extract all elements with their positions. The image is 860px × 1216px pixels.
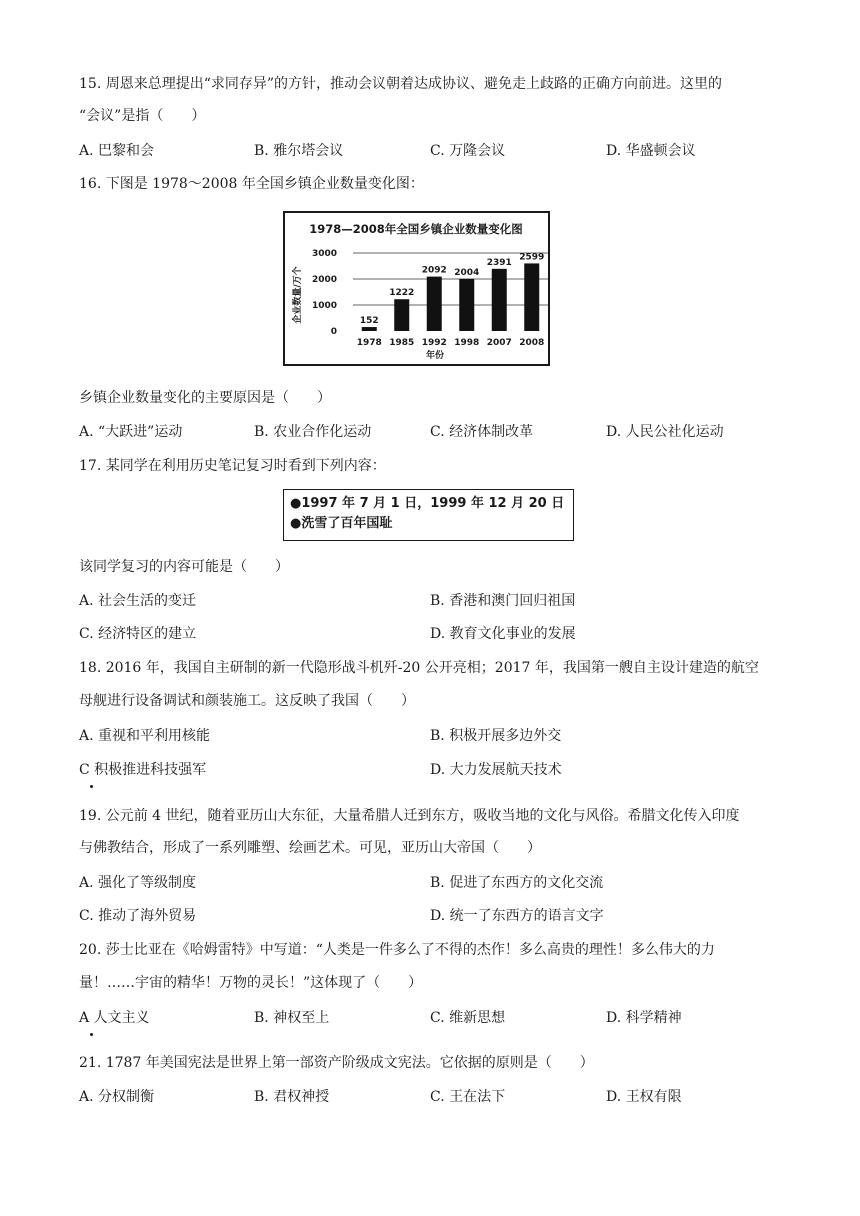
x-tick-label: 1992 <box>421 338 447 348</box>
q15-stem-line1: 15. 周恩来总理提出“求同存异”的方针，推动会议朝着达成协议、避免走上歧路的正确方向前进。这里的 <box>79 76 723 92</box>
q18-option-d[interactable]: D. 大力发展航天技术 <box>430 762 562 778</box>
q16-option-d[interactable]: D. 人民公社化运动 <box>606 424 724 440</box>
bar-value-label: 2004 <box>454 267 480 278</box>
chart-bar-2008 <box>524 263 539 331</box>
chart-bar-1978 <box>362 327 377 331</box>
bar-value-label: 1222 <box>389 288 415 299</box>
y-tick-label: 1000 <box>311 301 337 311</box>
q19-stem-line2: 与佛教结合，形成了一系列雕塑、绘画艺术。可见，亚历山大帝国（ ） <box>79 840 541 856</box>
q17-option-a[interactable]: A. 社会生活的变迁 <box>79 593 197 609</box>
q21-option-c[interactable]: C. 王在法下 <box>430 1089 506 1105</box>
chart-bar-1992 <box>427 277 442 331</box>
bar-value-label: 2391 <box>486 257 512 268</box>
q17-option-d[interactable]: D. 教育文化事业的发展 <box>430 626 576 642</box>
q15-option-b[interactable]: B. 雅尔塔会议 <box>254 143 344 159</box>
chart-ylabel: 企业数量/万个 <box>293 266 303 324</box>
q18-stem-line2: 母舰进行设备调试和颜装施工。这反映了我国（ ） <box>79 693 415 709</box>
note-line-meaning: ●洗雪了百年国耻 <box>290 516 393 531</box>
bar-chart-svg <box>285 213 548 364</box>
q21-stem: 21. 1787 年美国宪法是世界上第一部资产阶级成文宪法。它依据的原则是（ ） <box>79 1055 594 1071</box>
township-enterprise-chart <box>283 211 550 366</box>
emphasis-dot <box>90 785 93 788</box>
emphasis-dot <box>90 1033 93 1036</box>
x-tick-label: 1978 <box>356 338 382 348</box>
q21-option-b[interactable]: B. 君权神授 <box>254 1089 330 1105</box>
q17-option-c[interactable]: C. 经济特区的建立 <box>79 626 197 642</box>
q15-option-d[interactable]: D. 华盛顿会议 <box>606 143 696 159</box>
q16-option-a[interactable]: A. “大跃进”运动 <box>79 424 183 440</box>
q19-option-d[interactable]: D. 统一了东西方的语言文字 <box>430 908 604 924</box>
y-tick-label: 2000 <box>311 275 337 285</box>
q20-stem-line2: 量！……宇宙的精华！万物的灵长！”这体现了（ ） <box>79 975 423 991</box>
q16-option-b[interactable]: B. 农业合作化运动 <box>254 424 372 440</box>
chart-bar-1998 <box>459 279 474 331</box>
bar-value-label: 152 <box>359 316 379 327</box>
chart-xlabel: 年份 <box>425 351 445 361</box>
x-tick-label: 1985 <box>389 338 415 348</box>
q18-option-b[interactable]: B. 积极开展多边外交 <box>430 728 562 744</box>
x-tick-label: 2008 <box>519 338 545 348</box>
q15-stem-line2: “会议”是指（ ） <box>79 108 206 124</box>
note-line-dates: ●1997 年 7 月 1 日，1999 年 12 月 20 日 <box>290 496 565 511</box>
q21-option-a[interactable]: A. 分权制衡 <box>79 1089 155 1105</box>
q15-option-c[interactable]: C. 万隆会议 <box>430 143 506 159</box>
q15-option-a[interactable]: A. 巴黎和会 <box>79 143 155 159</box>
q20-stem-line1: 20. 莎士比亚在《哈姆雷特》中写道：“人类是一件多么了不得的杰作！多么高贵的理性！多么伟大的力 <box>79 942 715 958</box>
q16-option-c[interactable]: C. 经济体制改革 <box>430 424 534 440</box>
q20-option-a[interactable]: A 人文主义 <box>79 1010 150 1026</box>
q18-stem-line1: 18. 2016 年，我国自主研制的新一代隐形战斗机歼-20 公开亮相；2017 年，我国第一艘自主设计建造的航空 <box>79 660 759 676</box>
q21-option-d[interactable]: D. 王权有限 <box>606 1089 682 1105</box>
y-tick-label: 3000 <box>311 249 337 259</box>
q16-stem: 16. 下图是 1978～2008 年全国乡镇企业数量变化图： <box>79 176 424 192</box>
q19-option-a[interactable]: A. 强化了等级制度 <box>79 875 197 891</box>
q16-after: 乡镇企业数量变化的主要原因是（ ） <box>79 390 331 406</box>
q17-option-b[interactable]: B. 香港和澳门回归祖国 <box>430 593 576 609</box>
bar-value-label: 2599 <box>519 252 545 263</box>
x-tick-label: 2007 <box>486 338 512 348</box>
q19-option-c[interactable]: C. 推动了海外贸易 <box>79 908 197 924</box>
bar-value-label: 2092 <box>421 265 447 276</box>
y-tick-label: 0 <box>330 327 337 337</box>
chart-bar-1985 <box>394 299 409 331</box>
chart-title: 1978—2008年全国乡镇企业数量变化图 <box>309 222 523 236</box>
q19-option-b[interactable]: B. 促进了东西方的文化交流 <box>430 875 604 891</box>
q18-option-c[interactable]: C 积极推进科技强军 <box>79 762 207 778</box>
history-note-box <box>283 489 574 541</box>
q17-stem: 17. 某同学在利用历史笔记复习时看到下列内容： <box>79 458 386 474</box>
x-tick-label: 1998 <box>454 338 480 348</box>
q20-option-d[interactable]: D. 科学精神 <box>606 1010 682 1026</box>
q20-option-c[interactable]: C. 维新思想 <box>430 1010 506 1026</box>
q20-option-b[interactable]: B. 神权至上 <box>254 1010 330 1026</box>
q17-after: 该同学复习的内容可能是（ ） <box>79 559 289 575</box>
q18-option-a[interactable]: A. 重视和平利用核能 <box>79 728 211 744</box>
chart-bar-2007 <box>492 269 507 331</box>
q19-stem-line1: 19. 公元前 4 世纪，随着亚历山大东征，大量希腊人迁到东方，吸收当地的文化与风俗。希腊文化传入印度 <box>79 808 740 824</box>
